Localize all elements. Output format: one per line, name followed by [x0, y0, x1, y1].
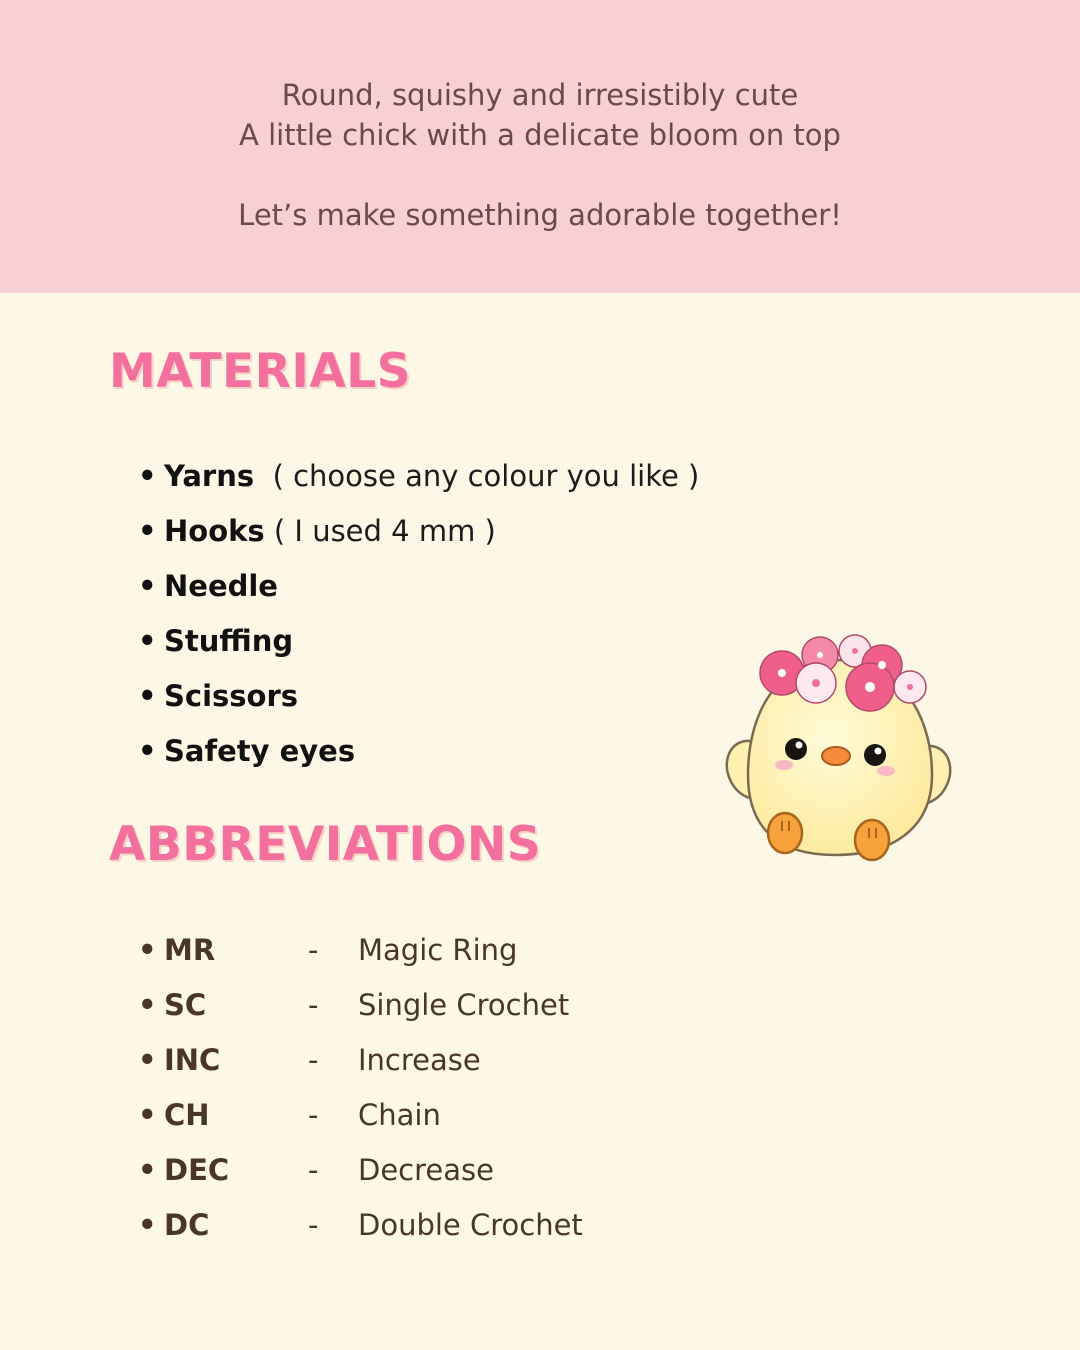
bullet: •	[138, 679, 157, 713]
abbreviation-meaning: Magic Ring	[358, 933, 518, 967]
bullet: •	[138, 933, 157, 967]
abbreviation-meaning: Double Crochet	[358, 1208, 583, 1242]
material-name: Stuffing	[164, 624, 294, 658]
intro-line-2: A little chick with a delicate bloom on top	[239, 118, 841, 152]
bullet: •	[138, 624, 157, 658]
bullet: •	[138, 1098, 157, 1132]
abbreviation-meaning: Decrease	[358, 1153, 494, 1187]
material-note: ( I used 4 mm )	[273, 514, 496, 548]
abbreviation-code: INC	[164, 1043, 221, 1077]
abbreviation-meaning: Chain	[358, 1098, 441, 1132]
bullet: •	[138, 1153, 157, 1187]
abbreviation-item	[138, 985, 570, 1025]
bullet: •	[138, 1043, 157, 1077]
abbreviation-dash: -	[308, 933, 319, 967]
material-name: Safety eyes	[164, 734, 356, 768]
abbreviation-code: MR	[164, 933, 216, 967]
abbreviation-item	[138, 930, 518, 970]
abbreviation-dash: -	[308, 1208, 319, 1242]
material-note: ( choose any colour you like )	[272, 459, 700, 493]
material-item	[138, 676, 298, 716]
abbreviation-code: DC	[164, 1208, 210, 1242]
bullet: •	[138, 1208, 157, 1242]
abbreviation-item	[138, 1040, 481, 1080]
bullet: •	[138, 459, 157, 493]
abbreviation-meaning: Increase	[358, 1043, 481, 1077]
bullet: •	[138, 569, 157, 603]
bullet: •	[138, 514, 157, 548]
material-name: Needle	[164, 569, 278, 603]
abbreviation-dash: -	[308, 1153, 319, 1187]
abbreviation-item	[138, 1095, 441, 1135]
intro-line-3: Let’s make something adorable together!	[238, 198, 842, 232]
abbreviation-code: SC	[164, 988, 207, 1022]
intro-banner	[0, 0, 1080, 293]
material-item	[138, 621, 293, 661]
intro-line-1: Round, squishy and irresistibly cute	[281, 78, 799, 112]
chick-with-flower-crown-icon	[720, 625, 960, 870]
material-item	[138, 456, 699, 496]
abbreviations-heading: ABBREVIATIONS	[109, 817, 542, 872]
material-name: Scissors	[164, 679, 299, 713]
abbreviation-dash: -	[308, 988, 319, 1022]
abbreviation-code: DEC	[164, 1153, 230, 1187]
material-name: Hooks	[164, 514, 265, 548]
material-item	[138, 511, 496, 551]
material-item	[138, 731, 355, 771]
abbreviation-meaning: Single Crochet	[358, 988, 570, 1022]
material-item	[138, 566, 278, 606]
bullet: •	[138, 734, 157, 768]
abbreviation-item	[138, 1205, 583, 1245]
abbreviation-dash: -	[308, 1098, 319, 1132]
abbreviation-code: CH	[164, 1098, 210, 1132]
materials-heading: MATERIALS	[109, 344, 412, 399]
abbreviation-item	[138, 1150, 494, 1190]
abbreviation-dash: -	[308, 1043, 319, 1077]
bullet: •	[138, 988, 157, 1022]
material-name: Yarns	[164, 459, 255, 493]
